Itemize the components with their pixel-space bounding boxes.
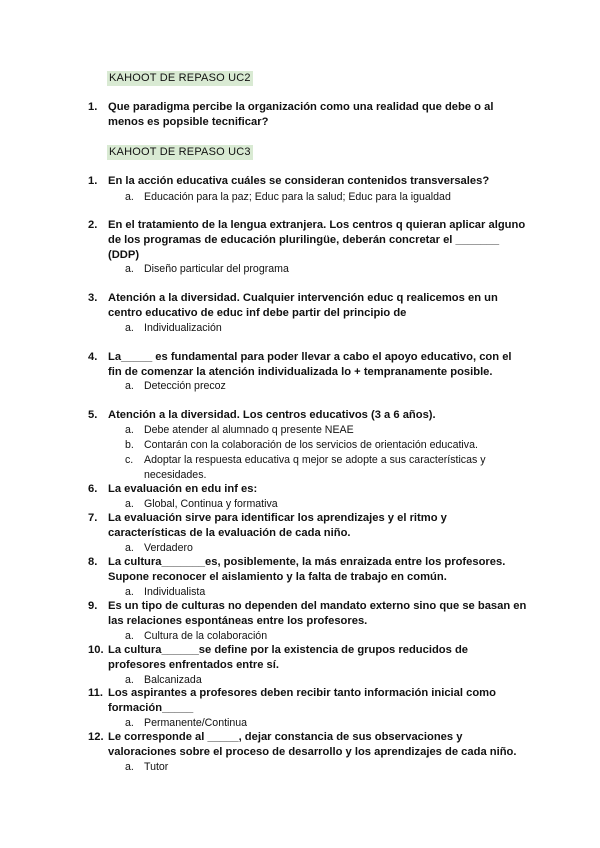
answer-text: Balcanizada <box>144 674 202 686</box>
answer-6a <box>125 497 525 512</box>
question-text: Le corresponde al _____, dejar constancia de sus observaciones y valoraciones sobre el proceso de desarrollo y los aprendizajes de cada niño. <box>108 731 517 758</box>
question-4 <box>88 350 528 380</box>
question-text: La cultura______se define por la existencia de grupos reducidos de profesores enfrentados entre sí. <box>108 644 468 671</box>
question-number: 4. <box>88 351 98 363</box>
heading-uc2: KAHOOT DE REPASO UC2 <box>109 72 251 84</box>
question-text: Atención a la diversidad. Cualquier intervención educ q realicemos en un centro educativo de educ inf debe partir del principio de <box>108 292 498 319</box>
answer-letter: a. <box>125 191 134 203</box>
answer-letter: a. <box>125 380 134 392</box>
question-number: 11. <box>88 687 103 699</box>
answer-4a <box>125 379 525 394</box>
answer-letter: a. <box>125 761 134 773</box>
answer-letter: c. <box>125 454 134 466</box>
answer-letter: a. <box>125 263 134 275</box>
answer-text: Verdadero <box>144 542 193 554</box>
question-number: 2. <box>88 219 98 231</box>
answer-9a <box>125 629 525 644</box>
question-uc2-1 <box>88 100 528 130</box>
answer-2a <box>125 262 525 277</box>
answer-text: Global, Continua y formativa <box>144 498 278 510</box>
answer-text: Contarán con la colaboración de los servicios de orientación educativa. <box>144 439 478 451</box>
answer-7a <box>125 541 525 556</box>
answer-letter: a. <box>125 542 134 554</box>
question-text: Que paradigma percibe la organización como una realidad que debe o al menos es popsible tecnificar? <box>108 101 494 128</box>
question-text: Los aspirantes a profesores deben recibir tanto información inicial como formación_____ <box>108 687 496 714</box>
answer-letter: b. <box>125 439 134 451</box>
answer-text: Permanente/Continua <box>144 717 248 729</box>
question-number: 9. <box>88 600 98 612</box>
answer-3a <box>125 321 525 336</box>
answer-1a <box>125 190 525 205</box>
question-text: En el tratamiento de la lengua extranjera. Los centros q quieran aplicar alguno de los programas de educación plurilingüe, deberán concretar el _______ (DDP) <box>108 219 526 261</box>
answer-text: Adoptar la respuesta educativa q mejor se adopte a sus características y necesidades. <box>144 454 486 481</box>
question-number: 12. <box>88 731 104 743</box>
question-text: La evaluación en edu inf es: <box>108 483 258 495</box>
answer-text: Detección precoz <box>144 380 226 392</box>
answer-letter: a. <box>125 630 134 642</box>
answer-text: Debe atender al alumnado q presente NEAE <box>144 424 354 436</box>
answer-5a <box>125 423 525 438</box>
question-text: Es un tipo de culturas no dependen del mandato externo sino que se basan en las relaciones espontáneas entre los profesores. <box>108 600 527 627</box>
answer-letter: a. <box>125 424 134 436</box>
question-text: En la acción educativa cuáles se consideran contenidos transversales? <box>108 175 490 187</box>
question-text: La cultura_______es, posiblemente, la más enraizada entre los profesores. Supone reconocer el aislamiento y la falta de trabajo en común. <box>108 556 506 583</box>
question-number: 1. <box>88 175 98 187</box>
question-5 <box>88 408 528 423</box>
answer-5c <box>125 453 525 482</box>
answer-text: Individualización <box>144 322 222 334</box>
question-12 <box>88 730 528 760</box>
heading-uc3: KAHOOT DE REPASO UC3 <box>109 146 251 158</box>
question-6 <box>88 482 528 497</box>
question-number: 10. <box>88 644 104 656</box>
answer-12a <box>125 760 525 775</box>
answer-letter: a. <box>125 674 134 686</box>
answer-letter: a. <box>125 498 134 510</box>
question-text: La evaluación sirve para identificar los aprendizajes y el ritmo y características de la evaluación de cada niño. <box>108 512 447 539</box>
question-number: 1. <box>88 101 98 113</box>
question-1 <box>88 174 528 189</box>
answer-5b <box>125 438 525 453</box>
question-8 <box>88 555 528 585</box>
question-10 <box>88 643 528 673</box>
question-2 <box>88 218 528 263</box>
answer-letter: a. <box>125 717 134 729</box>
question-number: 8. <box>88 556 98 568</box>
question-text: La_____ es fundamental para poder llevar a cabo el apoyo educativo, con el fin de comenzar la atención individualizada lo + tempranamente posible. <box>108 351 512 378</box>
answer-text: Tutor <box>144 761 169 773</box>
question-number: 6. <box>88 483 98 495</box>
answer-text: Educación para la paz; Educ para la salud; Educ para la igualdad <box>144 191 451 203</box>
question-9 <box>88 599 528 629</box>
question-11 <box>88 686 528 716</box>
answer-text: Individualista <box>144 586 206 598</box>
question-number: 3. <box>88 292 98 304</box>
answer-letter: a. <box>125 586 134 598</box>
question-7 <box>88 511 528 541</box>
answer-letter: a. <box>125 322 134 334</box>
answer-11a <box>125 716 525 731</box>
answer-text: Diseño particular del programa <box>144 263 289 275</box>
question-text: Atención a la diversidad. Los centros educativos (3 a 6 años). <box>108 409 436 421</box>
answer-8a <box>125 585 525 600</box>
question-3 <box>88 291 528 321</box>
question-number: 7. <box>88 512 98 524</box>
question-number: 5. <box>88 409 98 421</box>
answer-text: Cultura de la colaboración <box>144 630 268 642</box>
